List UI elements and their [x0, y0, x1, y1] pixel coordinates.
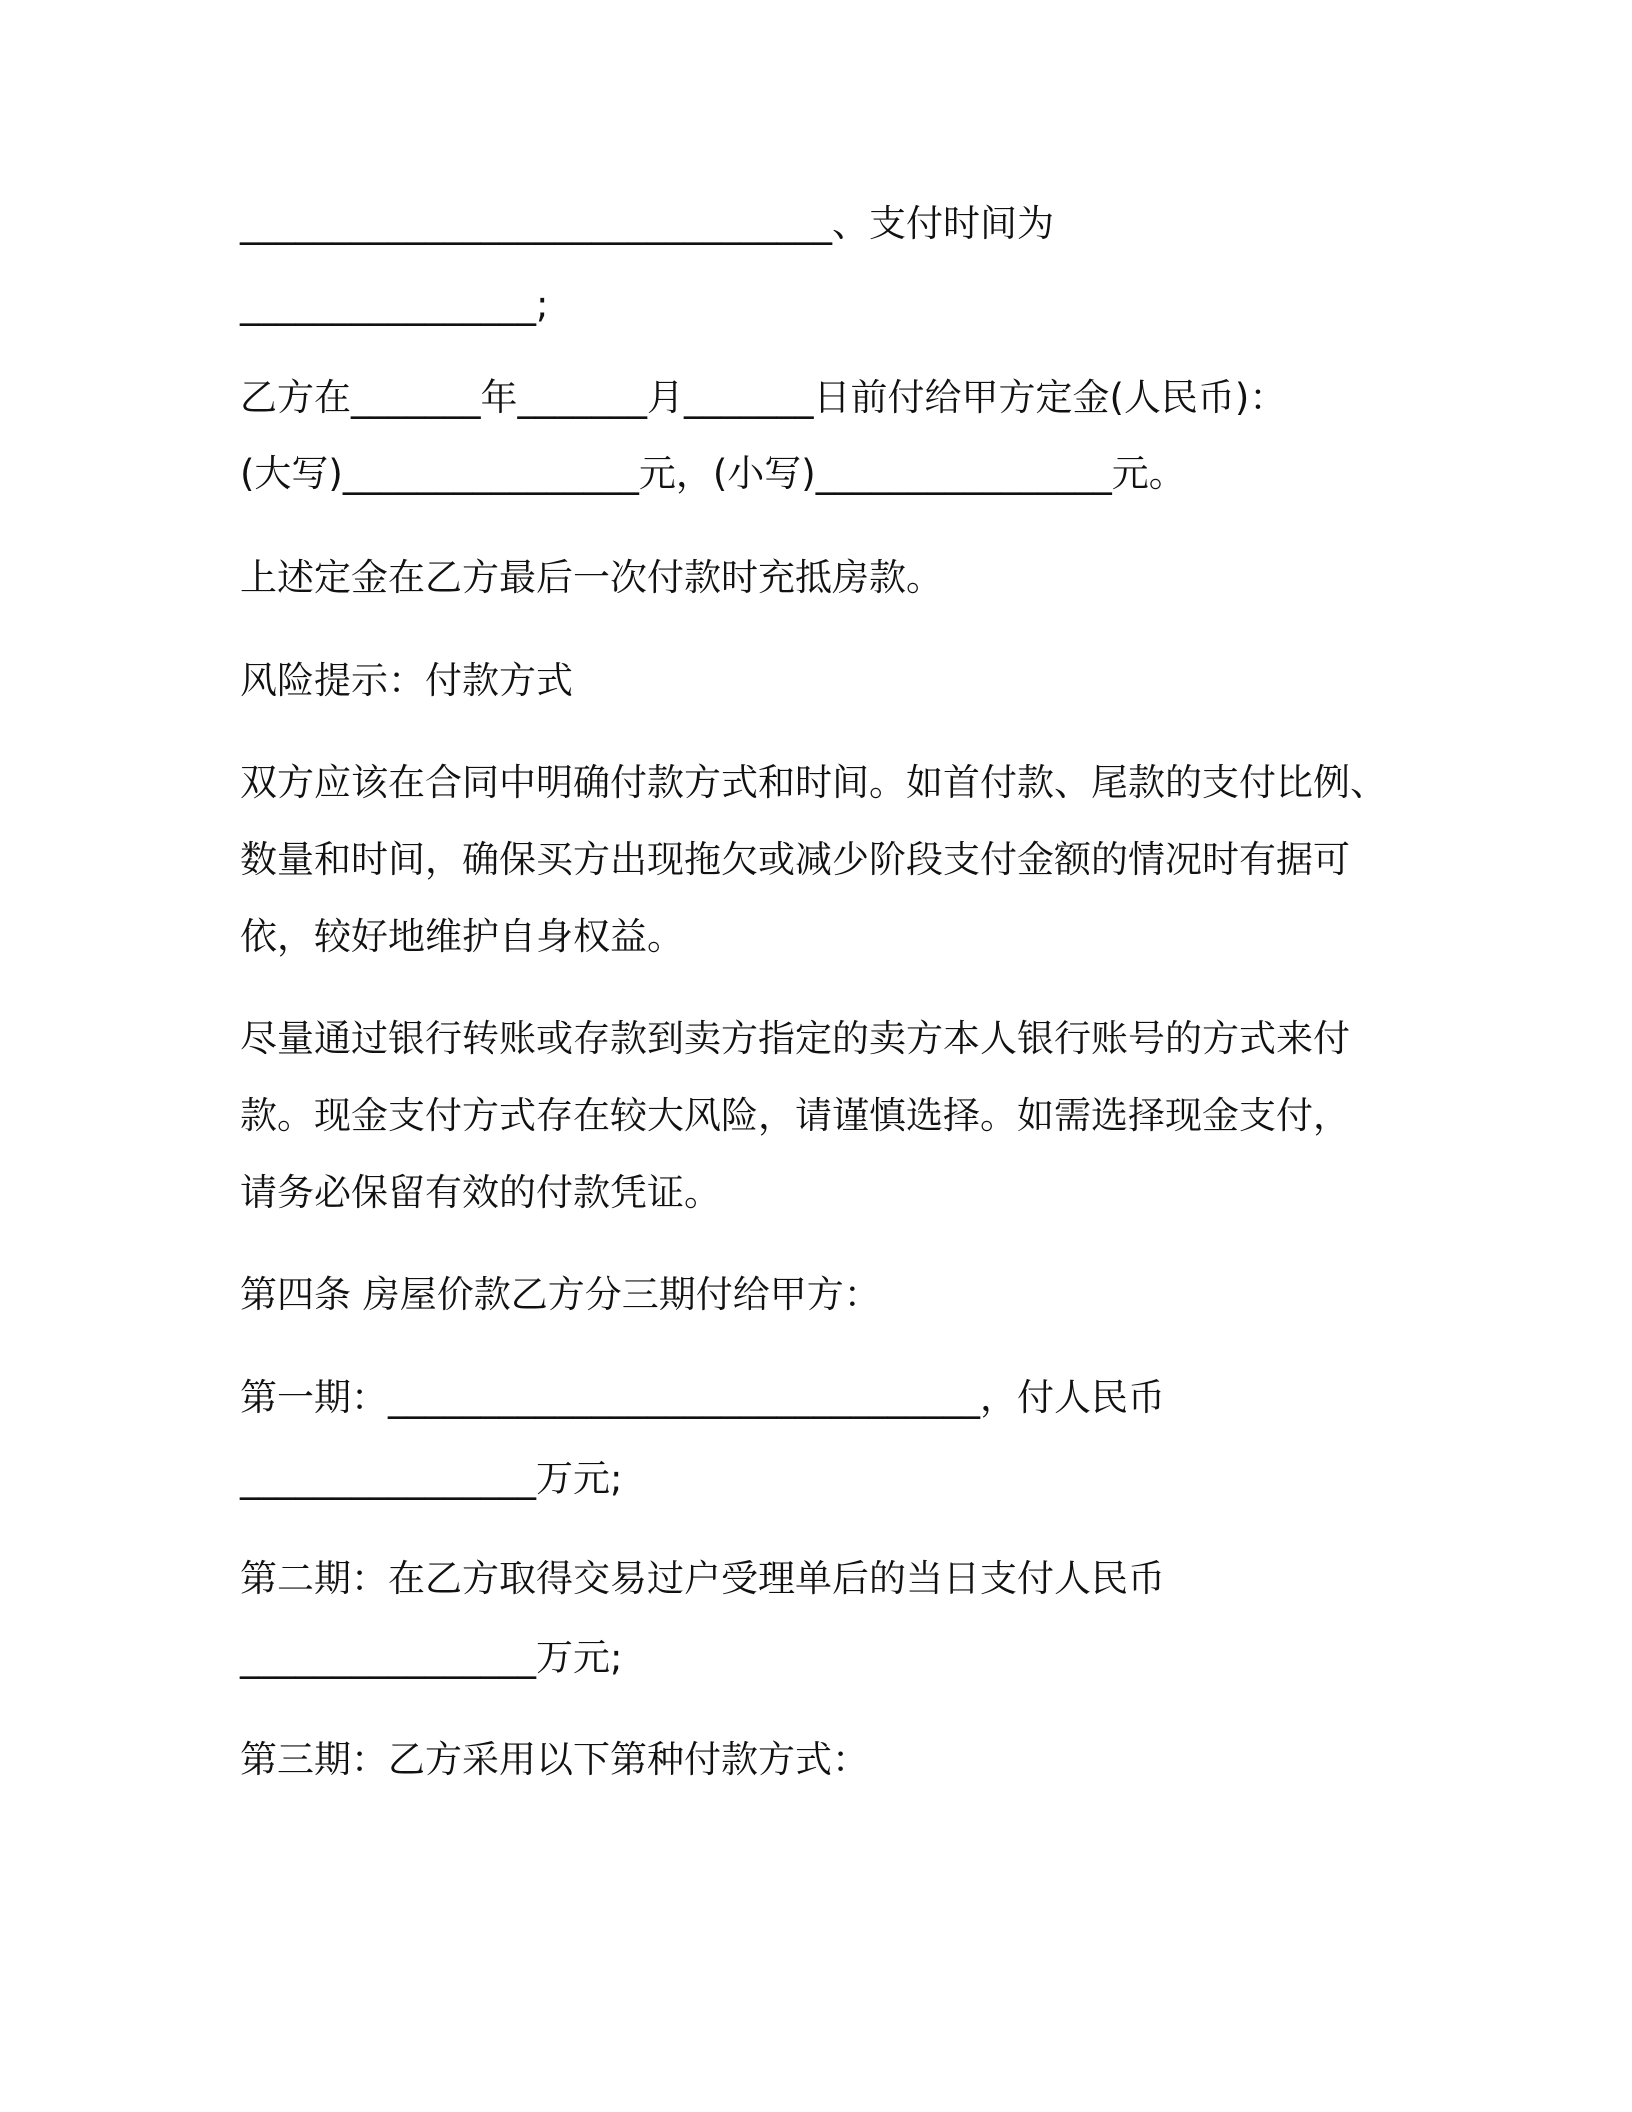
text-line: 款。现金支付方式存在较大风险，请谨慎选择。如需选择现金支付，: [240, 1094, 1350, 1137]
text-line: 第二期：在乙方取得交易过户受理单后的当日支付人民币: [240, 1557, 1165, 1600]
text-line: ________________万元;: [240, 1636, 623, 1679]
text-line: ________________万元;: [240, 1457, 623, 1500]
text-line: 第一期：________________________________，付人民币: [240, 1376, 1165, 1419]
text-line: ________________________________、支付时间为: [240, 202, 1054, 245]
section-heading: 风险提示：付款方式: [240, 659, 573, 702]
text-line: 第三期：乙方采用以下第种付款方式：: [240, 1738, 869, 1781]
text-line: 数量和时间，确保买方出现拖欠或减少阶段支付金额的情况时有据可: [240, 838, 1350, 881]
text-line: 尽量通过银行转账或存款到卖方指定的卖方本人银行账号的方式来付: [240, 1017, 1350, 1060]
text-line: (大写)________________元，(小写)________________元。: [240, 452, 1186, 495]
text-line: ________________;: [240, 283, 549, 326]
text-line: 上述定金在乙方最后一次付款时充抵房款。: [240, 556, 943, 599]
text-line: 乙方在_______年_______月_______日前付给甲方定金(人民币)：: [240, 376, 1287, 419]
text-line: 依，较好地维护自身权益。: [240, 915, 684, 958]
article-heading: 第四条 房屋价款乙方分三期付给甲方：: [240, 1273, 881, 1316]
text-line: 双方应该在合同中明确付款方式和时间。如首付款、尾款的支付比例、: [240, 761, 1387, 804]
text-line: 请务必保留有效的付款凭证。: [240, 1171, 721, 1214]
